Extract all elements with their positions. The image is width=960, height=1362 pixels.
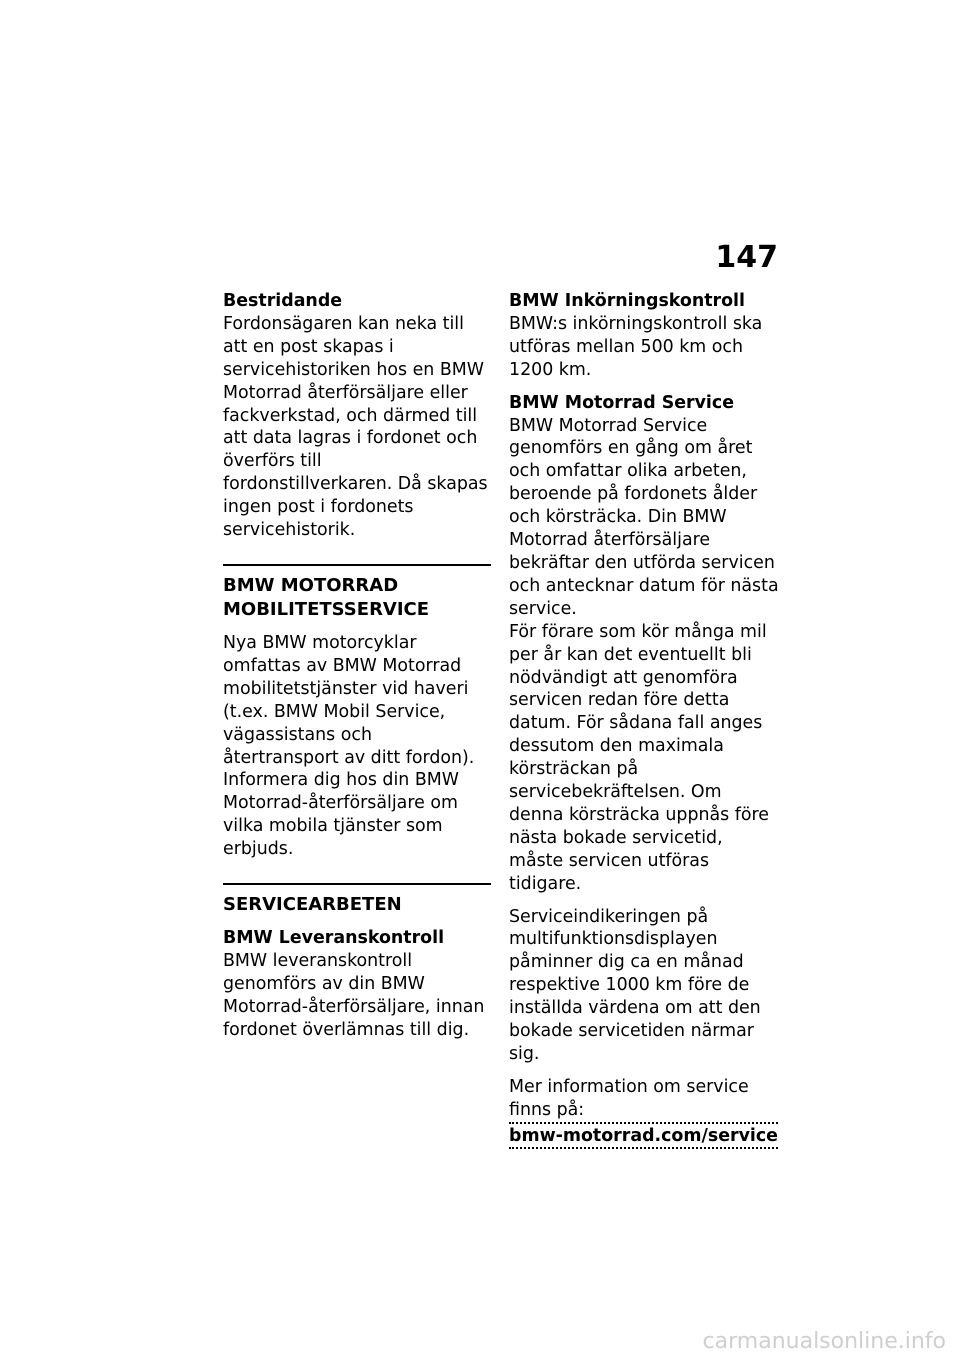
service-text: BMW Motorrad Service genomförs en gång om året och omfattar olika arbeten, beroende på fordonets ålder och körsträcka. Din BMW Motorrad återförsäljare bekräftar den utförda servicen och antecknar datum för nästa service.: [509, 415, 779, 619]
right-column: [509, 290, 781, 1149]
delivery-text: BMW leveranskontroll genomförs av din BMW Motorrad-återförsäljare, innan fordonet överlämnas till dig.: [223, 950, 485, 1040]
watermark: carmanualsonline.info: [702, 1329, 946, 1354]
contest-heading: Bestridande: [223, 291, 343, 311]
left-column: [223, 290, 491, 1052]
runin-text: BMW:s inkörningskontroll ska utföras mellan 500 km och 1200 km.: [509, 313, 763, 380]
service-section-title: SERVICEARBETEN: [223, 894, 402, 916]
mobility-info-text: Informera dig hos din BMW Motorrad-återförsäljare om vilka mobila tjänster som erbjuds.: [223, 770, 459, 860]
indicator-text: Serviceindikeringen på multifunktionsdisplayen påminner dig ca en månad respektive 1000 km före de inställda värdena om att den bokade servicetiden närmar sig.: [509, 906, 761, 1064]
mobility-text: Nya BMW motorcyklar omfattas av BMW Motorrad mobilitetstjänster vid haveri (t.ex. BMW Mobil Service, vägassistans och återtransport av ditt fordon).: [223, 632, 475, 768]
service-link[interactable]: bmw-motorrad.com/service: [509, 1122, 778, 1149]
page-number: 147: [715, 240, 778, 275]
service-mileage-text: För förare som kör många mil per år kan det eventuellt bli nödvändigt att genomföra servicen redan före detta datum. För sådana fall anges dessutom den maximala körsträckan på servicebekräftelsen. Om denna körsträcka uppnås före nästa bokade servicetid, måste servicen utföras tidigare.: [509, 621, 770, 894]
mobility-section-title: BMW MOTORRAD MOBILITETSSERVICE: [223, 574, 430, 620]
more-info-text: Mer information om service finns på:: [509, 1076, 749, 1120]
delivery-heading: BMW Leveranskontroll: [223, 928, 445, 949]
section-divider: [223, 564, 491, 566]
runin-heading: BMW Inkörningskontroll: [509, 291, 745, 311]
section-divider: [223, 883, 491, 885]
service-heading: BMW Motorrad Service: [509, 392, 734, 413]
contest-text: Fordonsägaren kan neka till att en post skapas i servicehistoriken hos en BMW Motorrad återförsäljare eller fackverkstad, och därmed till att data lagras i fordonet och överförs till fordonstillverkaren. Då skapas ingen post i fordonets servicehistorik.: [223, 313, 488, 541]
